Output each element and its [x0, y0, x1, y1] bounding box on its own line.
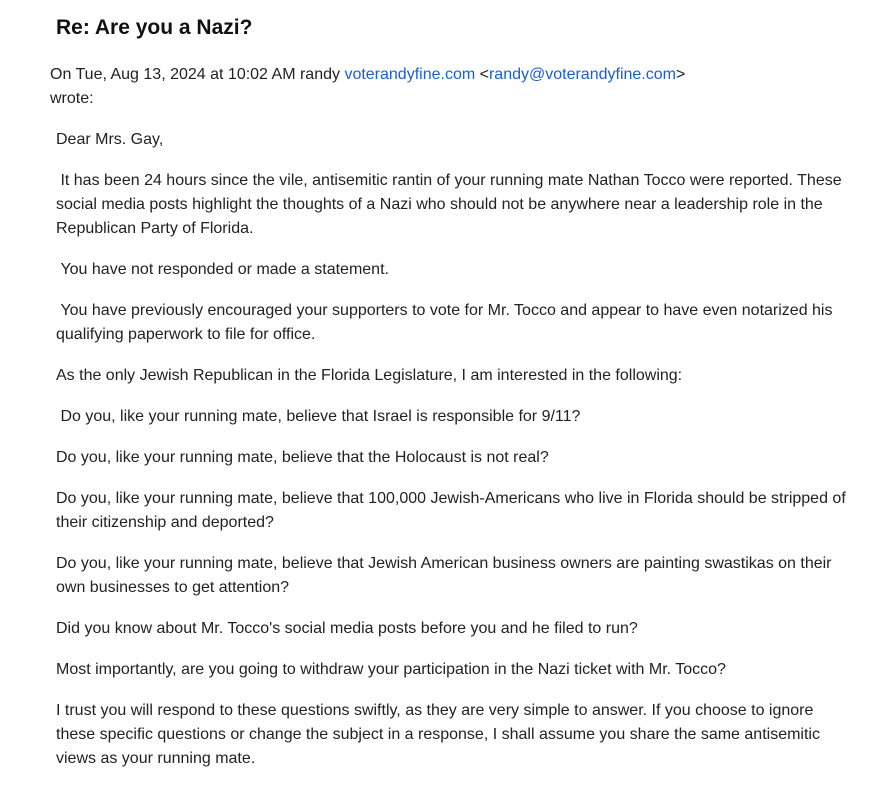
- closing-paragraph: I trust you will respond to these questions swiftly, as they are very simple to answer. If you choose to ignore these specific questions or change the subject in a response, I shall assume you share the same antisemitic views as your running mate.: [56, 702, 820, 767]
- body-paragraph: As the only Jewish Republican in the Florida Legislature, I am interested in the following:: [56, 367, 683, 384]
- attribution-prefix: On Tue, Aug 13, 2024 at 10:02 AM randy: [50, 66, 345, 83]
- question-paragraph: Do you, like your running mate, believe that the Holocaust is not real?: [56, 449, 549, 466]
- question-paragraph: Most importantly, are you going to withdraw your participation in the Nazi ticket with Mr. Tocco?: [56, 661, 726, 678]
- body-paragraph: It has been 24 hours since the vile, antisemitic rantin of your running mate Nathan Tocco were reported. These social media posts highlight the thoughts of a Nazi who should not be anywhere near a leadership role in the Republican Party of Florida.: [56, 172, 842, 237]
- attribution-suffix: wrote:: [50, 90, 94, 107]
- body-paragraph: You have not responded or made a statement.: [56, 261, 389, 278]
- question-paragraph: Do you, like your running mate, believe that 100,000 Jewish-Americans who live in Florida should be stripped of their citizenship and deported?: [56, 490, 846, 531]
- greeting: Dear Mrs. Gay,: [56, 131, 164, 148]
- sender-domain-link[interactable]: voterandyfine.com: [344, 66, 476, 83]
- question-paragraph: Do you, like your running mate, believe that Israel is responsible for 9/11?: [56, 408, 581, 425]
- sender-email-link[interactable]: randy@voterandyfine.com: [488, 66, 676, 83]
- attribution-gt: >: [675, 66, 686, 83]
- email-body: [56, 128, 846, 788]
- question-paragraph: Did you know about Mr. Tocco's social media posts before you and he filed to run?: [56, 620, 638, 637]
- reply-attribution: [50, 63, 840, 111]
- attribution-lt: <: [475, 66, 489, 83]
- body-paragraph: You have previously encouraged your supporters to vote for Mr. Tocco and appear to have even notarized his qualifying paperwork to file for office.: [56, 302, 833, 343]
- question-paragraph: Do you, like your running mate, believe that Jewish American business owners are painting swastikas on their own businesses to get attention?: [56, 555, 832, 596]
- email-subject: Re: Are you a Nazi?: [56, 16, 253, 39]
